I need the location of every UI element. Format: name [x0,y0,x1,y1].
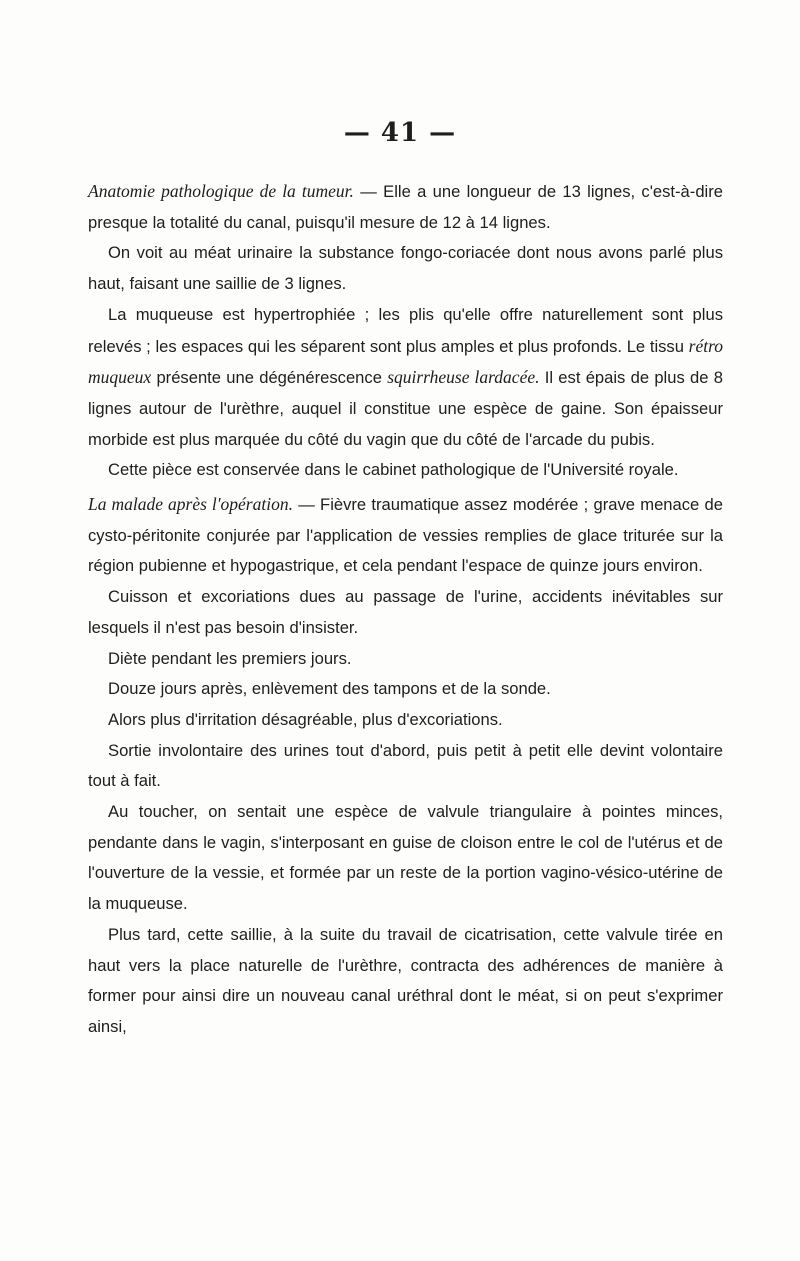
paragraph-text: — Elle a une longueur de 13 lignes, c'est-à-dire presque la totalité du canal, puisqu'il mesure de 12 à 14 lignes. [88,182,723,232]
paragraph-piece-conservee [88,455,723,486]
paragraph-diete [88,644,723,675]
paragraph-text: Sortie involontaire des urines tout d'abord, puis petit à petit elle devint volontaire tout à fait. [88,740,723,791]
paragraph-douze-jours [88,674,723,705]
paragraph-text: Douze jours après, enlèvement des tampons et de la sonde. [108,679,551,699]
paragraph-irritation [88,705,723,736]
paragraph-plus-tard [88,920,723,1043]
paragraph-malade-apres [88,489,723,582]
italic-term-retro-muqueux: rétro muqueux [88,335,723,388]
paragraph-toucher [88,797,723,920]
body-text [88,176,723,1043]
paragraph-text: Cette pièce est conservée dans le cabinet pathologique de l'Université royale. [108,460,679,480]
paragraph-text: Diète pendant les premiers jours. [108,648,352,668]
paragraph-text: présente une dégénérescence [151,368,388,388]
paragraph-anatomie [88,176,723,238]
paragraph-meat-urinaire [88,238,723,299]
paragraph-text: On voit au méat urinaire la substance fongo-coriacée dont nous avons parlé plus haut, faisant une saillie de 3 lignes. [88,243,723,294]
paragraph-text: Plus tard, cette saillie, à la suite du travail de cicatrisation, cette valvule tirée en haut vers la place naturelle de l'urèthre, contracta des adhérences de manière à former pour ainsi dire un nouveau canal uréthral dont le méat, si on peut s'exprimer ainsi, [88,924,723,1036]
paragraph-sortie [88,736,723,797]
paragraph-text: Il est épais de plus de 8 lignes autour de l'urèthre, auquel il constitue une espèce de gaine. Son épaisseur morbide est plus marquée du côté du vagin que du côté de l'arcade du pubis. [88,368,723,449]
paragraph-text: — Fièvre traumatique assez modérée ; grave menace de cysto-péritonite conjurée par l'application de vessies remplies de glace triturée sur la région pubienne et hypogastrique, et cela pendant l'espace de quinze jours environ. [88,495,723,576]
paragraph-text: Alors plus d'irritation désagréable, plus d'excoriations. [108,709,503,729]
paragraph-text: Cuisson et excoriations dues au passage de l'urine, accidents inévitables sur lesquels il n'est pas besoin d'insister. [88,587,723,637]
paragraph-text: La muqueuse est hypertrophiée ; les plis qu'elle offre naturellement sont plus relevés ; les espaces qui les séparent sont plus amples et plus profonds. Le tissu [88,304,723,356]
italic-term-squirrheuse: squirrheuse lardacée. [387,367,540,388]
paragraph-muqueuse [88,300,723,456]
section-heading-anatomie: Anatomie pathologique de la tumeur. [88,181,354,201]
page-number: — 41 — [343,118,457,148]
paragraph-cuisson [88,582,723,643]
section-heading-malade: La malade après l'opération. [88,494,293,515]
paragraph-text: Au toucher, on sentait une espèce de valvule triangulaire à pointes minces, pendante dans le vagin, s'interposant en guise de cloison entre le col de l'utérus et de l'ouverture de la vessie, et formée par un reste de la portion vagino-vésico-utérine de la muqueuse. [88,802,723,914]
